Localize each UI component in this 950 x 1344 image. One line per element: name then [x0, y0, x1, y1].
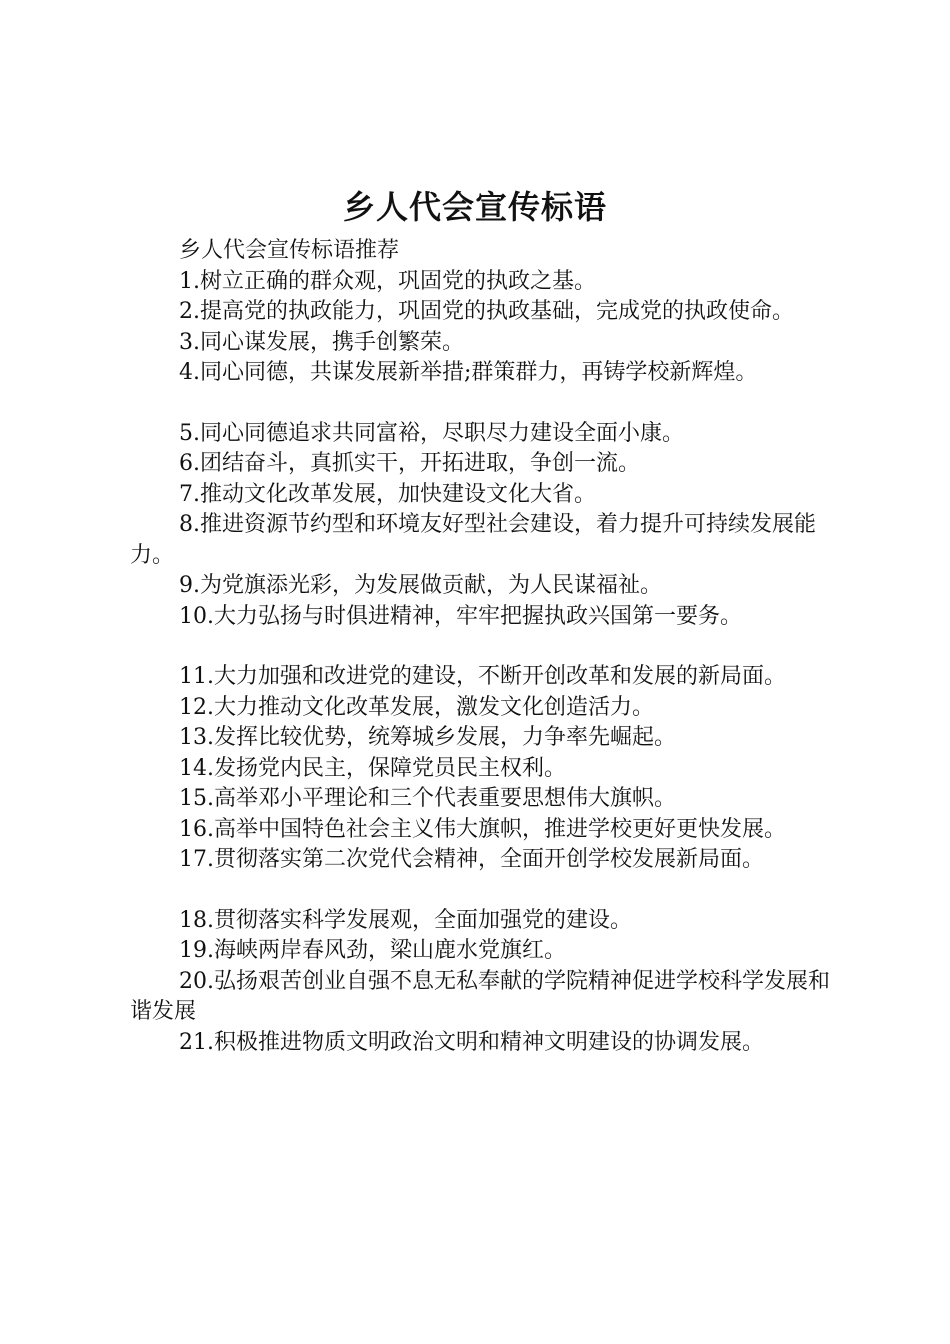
- slogan-item: 17.贯彻落实第二次党代会精神，全面开创学校发展新局面。: [179, 847, 764, 872]
- slogan-item: 9.为党旗添光彩，为发展做贡献，为人民谋福祉。: [179, 573, 662, 598]
- slogan-item: 11.大力加强和改进党的建设，不断开创改革和发展的新局面。: [179, 664, 786, 689]
- slogan-item: 14.发扬党内民主，保障党员民主权利。: [179, 755, 566, 781]
- slogan-item: 20.弘扬艰苦创业自强不息无私奉献的学院精神促进学校科学发展和谐发展: [130, 968, 830, 1024]
- slogan-item: 12.大力推动文化改革发展，激发文化创造活力。: [179, 694, 654, 720]
- slogan-item: 5.同心同德追求共同富裕，尽职尽力建设全面小康。: [179, 420, 684, 446]
- slogan-item: 2.提高党的执政能力，巩固党的执政基础，完成党的执政使命。: [179, 299, 794, 324]
- intro-line: 乡人代会宣传标语推荐: [179, 238, 400, 263]
- slogan-item: 6.团结奋斗，真抓实干，开拓进取，争创一流。: [179, 451, 640, 476]
- slogan-item: 15.高举邓小平理论和三个代表重要思想伟大旗帜。: [179, 786, 676, 811]
- slogan-item: 21.积极推进物质文明政治文明和精神文明建设的协调发展。: [179, 1029, 764, 1055]
- slogan-item: 19.海峡两岸春风劲，梁山鹿水党旗红。: [179, 938, 566, 963]
- slogan-item: 13.发挥比较优势，统筹城乡发展，力争率先崛起。: [179, 725, 676, 750]
- slogan-item: 10.大力弘扬与时俱进精神，牢牢把握执政兴国第一要务。: [179, 603, 742, 629]
- slogan-item: 18.贯彻落实科学发展观，全面加强党的建设。: [179, 907, 632, 933]
- document-title: 乡人代会宣传标语: [342, 188, 607, 226]
- slogan-item: 8.推进资源节约型和环境友好型社会建设，着力提升可持续发展能力。: [130, 512, 816, 568]
- slogan-item: 3.同心谋发展，携手创繁荣。: [179, 329, 464, 355]
- slogan-item: 7.推动文化改革发展，加快建设文化大省。: [179, 481, 596, 507]
- slogan-item: 1.树立正确的群众观，巩固党的执政之基。: [179, 268, 596, 294]
- slogan-item: 4.同心同德，共谋发展新举措;群策群力，再铸学校新辉煌。: [179, 360, 758, 385]
- document-body: [130, 236, 850, 1058]
- slogan-item: 16.高举中国特色社会主义伟大旗帜，推进学校更好更快发展。: [179, 816, 786, 842]
